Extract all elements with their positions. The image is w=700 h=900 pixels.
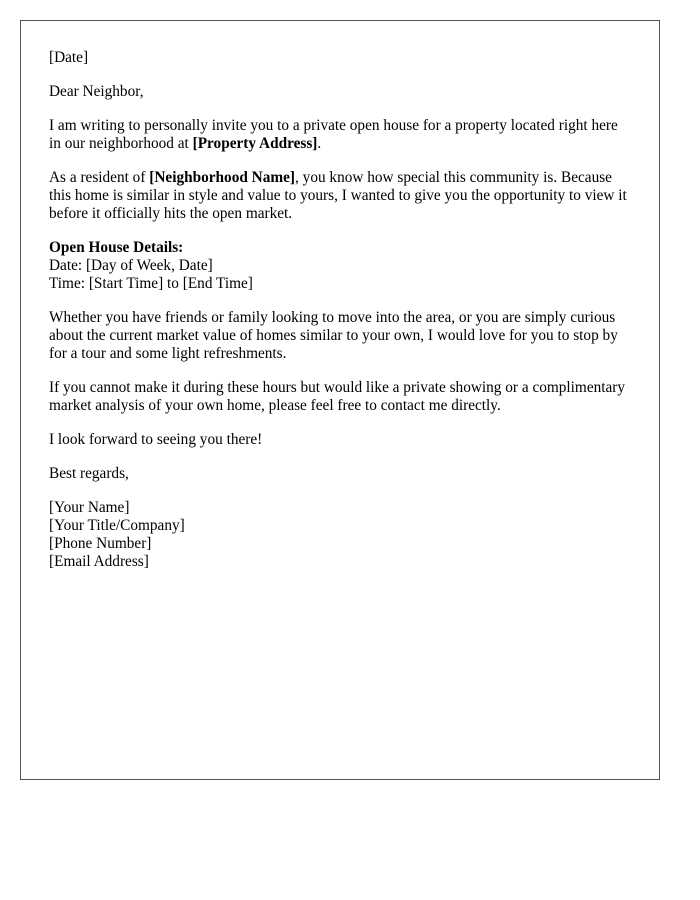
intro-text-before: I am writing to personally invite you to a private open house for a property located right here in our neighborhood at: [49, 117, 618, 152]
intro-text-after: .: [317, 135, 322, 152]
community-paragraph: [49, 169, 631, 223]
open-house-details: [49, 239, 631, 293]
community-text-after: , you know how special this community is. Because this home is similar in style and value to yours, I wanted to give you the opportunity to view it before it officially hits the open market.: [49, 169, 627, 222]
signature-title-company: [Your Title/Company]: [49, 517, 185, 534]
property-address: [Property Address]: [192, 135, 318, 152]
closing-line: I look forward to seeing you there!: [49, 431, 263, 448]
sign-off: Best regards,: [49, 465, 129, 482]
signature-phone: [Phone Number]: [49, 535, 152, 552]
community-text-before: As a resident of: [49, 169, 150, 186]
signature-email: [Email Address]: [49, 553, 149, 570]
neighborhood-name: [Neighborhood Name]: [149, 169, 296, 186]
details-date: Date: [Day of Week, Date]: [49, 257, 213, 274]
signature-block: [49, 499, 631, 571]
invitation-paragraph: Whether you have friends or family looking to move into the area, or you are simply curious about the current market value of homes similar to your own, I would love for you to stop by for a tour and some light refreshments.: [49, 309, 618, 362]
intro-paragraph: [49, 117, 631, 153]
details-heading: Open House Details:: [49, 239, 184, 256]
letter-page: [20, 20, 660, 780]
details-time: Time: [Start Time] to [End Time]: [49, 275, 253, 292]
letter-date: [Date]: [49, 49, 89, 66]
signature-name: [Your Name]: [49, 499, 130, 516]
private-showing-paragraph: If you cannot make it during these hours but would like a private showing or a complimentary market analysis of your own home, please feel free to contact me directly.: [49, 379, 626, 414]
salutation: Dear Neighbor,: [49, 83, 144, 100]
